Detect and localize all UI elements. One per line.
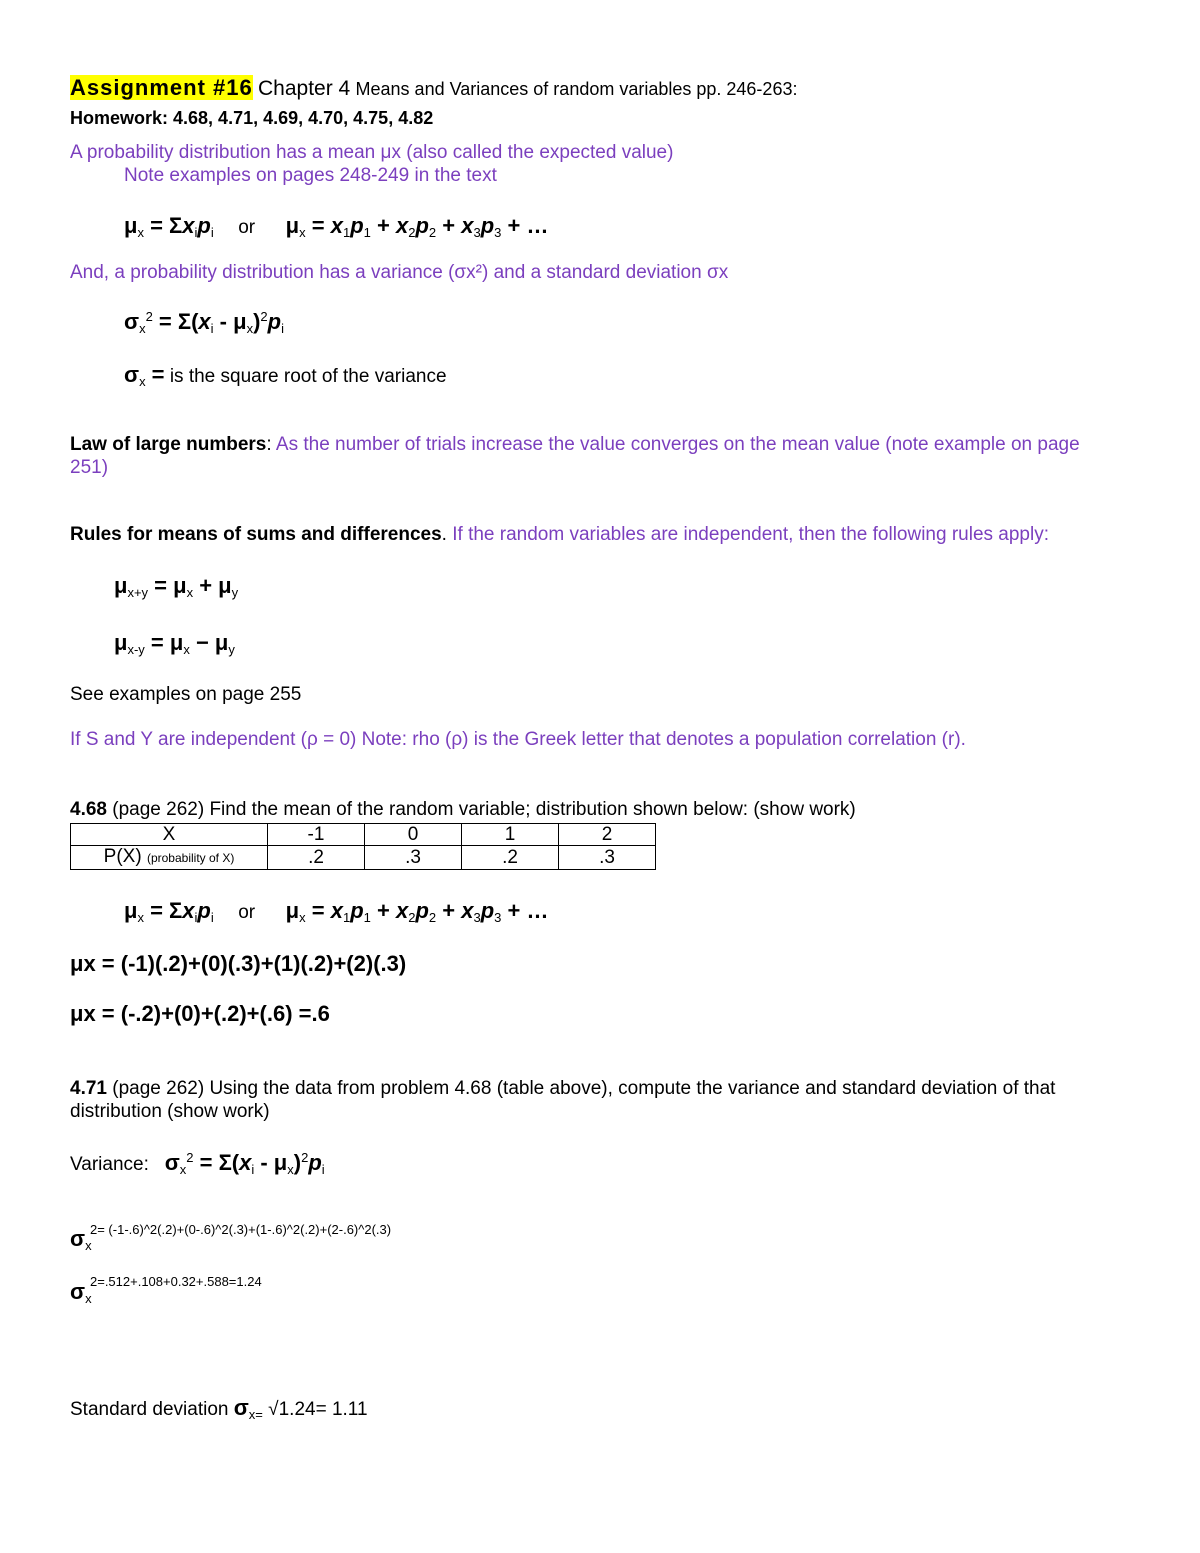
mean-work-line-2: μx = (-.2)+(0)+(.2)+(.6) =.6 xyxy=(70,1001,330,1026)
assignment-title: Assignment #16 xyxy=(70,75,253,100)
sd-definition: $\sigma_x$ = is the square root of the variance xyxy=(124,362,447,389)
variance-work-formula: Variance: $\sigma_x^2 = \Sigma(x_i - \mu_x)^2p_i$ xyxy=(70,1150,325,1177)
difference-rule-formula: $\mu_{x-y} = \mu_x - \mu_y$ xyxy=(114,630,235,657)
rho-note: If S and Y are independent (ρ = 0) Note: rho (ρ) is the Greek letter that denotes a population correlation (r). xyxy=(70,729,966,750)
problem-471-heading: 4.71 (page 262) Using the data from problem 4.68 (table above), compute the variance and standard deviation of that xyxy=(70,1078,1056,1099)
see-examples: See examples on page 255 xyxy=(70,684,302,705)
sum-rule-formula: $\mu_{x+y} = \mu_x + \mu_y$ xyxy=(114,573,239,600)
sigma-symbol: $\sigma_x$ xyxy=(70,1279,92,1306)
chapter-label: Chapter 4 xyxy=(258,77,351,100)
variance-calc-1: 2= (-1-.6)^2(.2)+(0-.6)^2(.3)+(1-.6)^2(.2)+(2-.6)^2(.3) xyxy=(90,1222,392,1237)
sigma-symbol: $\sigma_x$ xyxy=(70,1226,92,1253)
assignment-header xyxy=(70,76,797,101)
p-value-cell: .3 xyxy=(365,846,462,870)
or-label: or xyxy=(238,217,256,238)
homework-line: Homework: 4.68, 4.71, 4.69, 4.70, 4.75, 4.82 xyxy=(70,108,434,128)
x-value-cell: 1 xyxy=(462,824,559,846)
mean-formula: $\mu_x = \Sigma x_ip_i$ or $\mu_x = x_1p_1 + x_2p_2 + x_3p_3$ + … xyxy=(124,213,549,240)
variance-calc-2: 2=.512+.108+0.32+.588=1.24 xyxy=(90,1274,262,1289)
mean-work-line-1: μx = (-1)(.2)+(0)(.3)+(1)(.2)+(2)(.3) xyxy=(70,951,407,976)
standard-deviation-result: Standard deviation $\sigma_{x=}$ √1.24= 1.11 xyxy=(70,1395,368,1422)
table-row xyxy=(71,846,656,870)
p-header-cell: P(X) (probability of X) xyxy=(71,846,268,870)
law-large-numbers: Law of large numbers: As the number of trials increase the value converges on the mean value (note example on page xyxy=(70,434,1080,455)
x-header-cell: X xyxy=(71,824,268,846)
table-row xyxy=(71,824,656,846)
p-value-cell: .3 xyxy=(559,846,656,870)
mean-formula-repeat: $\mu_x = \Sigma x_ip_i$ or $\mu_x = x_1p_1 + x_2p_2 + x_3p_3$ + … xyxy=(124,898,549,925)
law-large-numbers-cont: 251) xyxy=(70,457,109,478)
mean-intro: A probability distribution has a mean μx (also called the expected value) xyxy=(70,142,674,163)
problem-468-heading: 4.68 (page 262) Find the mean of the random variable; distribution shown below: (show work) xyxy=(70,799,856,820)
note-examples: Note examples on pages 248-249 in the text xyxy=(124,165,497,186)
p-value-cell: .2 xyxy=(462,846,559,870)
topic-label: Means and Variances of random variables pp. 246-263: xyxy=(355,79,798,99)
p-value-cell: .2 xyxy=(268,846,365,870)
variance-intro: And, a probability distribution has a variance (σx²) and a standard deviation σx xyxy=(70,262,729,283)
variance-formula: $\sigma_x^2 = \Sigma(x_i - \mu_x)^2p_i$ xyxy=(124,309,284,336)
rules-heading: Rules for means of sums and differences. If the random variables are independent, then the following rules apply: xyxy=(70,524,1049,545)
x-value-cell: 2 xyxy=(559,824,656,846)
x-value-cell: -1 xyxy=(268,824,365,846)
distribution-table xyxy=(70,823,656,870)
x-value-cell: 0 xyxy=(365,824,462,846)
problem-471-heading-cont: distribution (show work) xyxy=(70,1101,270,1122)
